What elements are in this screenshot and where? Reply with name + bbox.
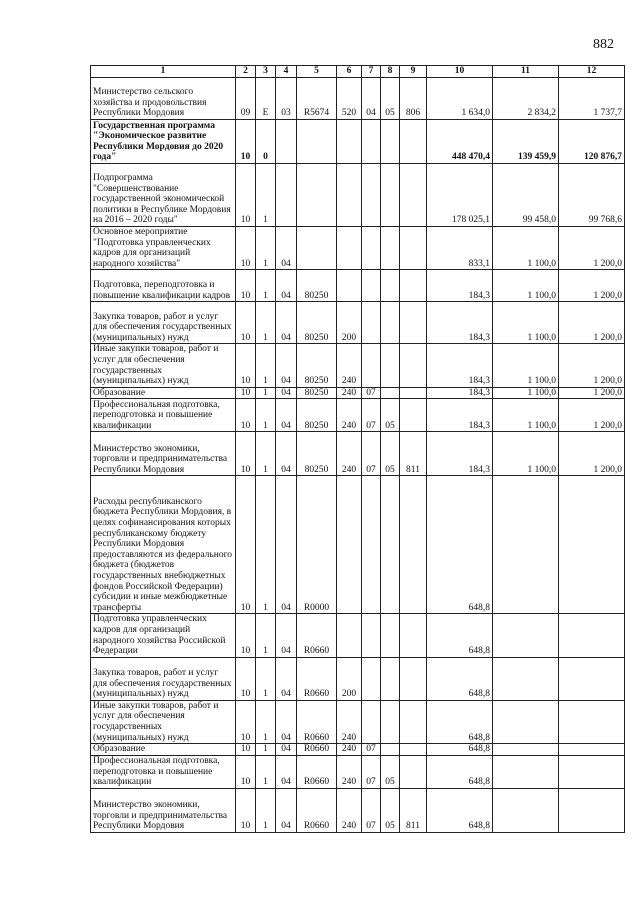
table-cell-c4: 04 [276, 700, 297, 743]
table-cell-c5 [297, 164, 337, 227]
table-body [91, 78, 625, 833]
table-cell-c6: 240 [337, 432, 362, 476]
table-cell-c2: 10 [236, 227, 256, 270]
table-cell-c4: 04 [276, 432, 297, 476]
table-cell-c7 [362, 164, 381, 227]
table-cell-c10: 648,8 [427, 657, 493, 700]
table-cell-c10: 184,3 [427, 432, 493, 476]
table-cell-c11: 139 459,9 [493, 120, 559, 164]
table-row [91, 164, 625, 227]
table-cell-c12: 99 768,6 [559, 164, 625, 227]
table-cell-c10: 184,3 [427, 270, 493, 302]
table-cell-c11: 1 100,0 [493, 432, 559, 476]
page-number: 882 [593, 37, 614, 52]
table-cell-c2: 10 [236, 788, 256, 832]
table-cell-c11 [493, 755, 559, 788]
table-cell-c2: 09 [236, 78, 256, 120]
table-cell-c2: 10 [236, 164, 256, 227]
table-cell-c7 [362, 700, 381, 743]
table-cell-c8 [381, 302, 400, 344]
table-cell-c12: 1 737,7 [559, 78, 625, 120]
table-cell-c6 [337, 614, 362, 657]
row-name-cell: Иные закупки товаров, работ и услуг для обеспечения государственных (муниципальных) нужд [91, 700, 236, 743]
table-cell-c9: 811 [400, 788, 427, 832]
table-cell-c4: 04 [276, 270, 297, 302]
table-row [91, 700, 625, 743]
table-cell-c11: 1 100,0 [493, 387, 559, 399]
table-cell-c6: 240 [337, 744, 362, 756]
table-cell-c5: R0660 [297, 788, 337, 832]
table-cell-c12 [559, 755, 625, 788]
table-cell-c3: 0 [256, 120, 276, 164]
table-cell-c12 [559, 700, 625, 743]
table-cell-c5: 80250 [297, 270, 337, 302]
column-header: 10 [427, 66, 493, 78]
table-cell-c6: 240 [337, 399, 362, 432]
table-cell-c5: 80250 [297, 432, 337, 476]
table-row [91, 399, 625, 432]
table-cell-c11: 1 100,0 [493, 344, 559, 387]
table-cell-c9: 806 [400, 78, 427, 120]
table-cell-c9 [400, 700, 427, 743]
table-row [91, 120, 625, 164]
table-cell-c9 [400, 270, 427, 302]
table-cell-c6 [337, 120, 362, 164]
table-cell-c11 [493, 744, 559, 756]
table-cell-c5: 80250 [297, 399, 337, 432]
table-cell-c12: 1 200,0 [559, 227, 625, 270]
table-cell-c4: 04 [276, 399, 297, 432]
table-cell-c3: 1 [256, 302, 276, 344]
table-cell-c8: 05 [381, 399, 400, 432]
table-cell-c4: 03 [276, 78, 297, 120]
table-row [91, 755, 625, 788]
table-cell-c12: 1 200,0 [559, 302, 625, 344]
table-cell-c3: 1 [256, 227, 276, 270]
row-name-cell: Министерство сельского хозяйства и продовольствия Республики Мордовия [91, 78, 236, 120]
table-cell-c10: 184,3 [427, 399, 493, 432]
table-cell-c2: 10 [236, 700, 256, 743]
table-cell-c2: 10 [236, 344, 256, 387]
table-cell-c9 [400, 476, 427, 614]
table-cell-c2: 10 [236, 399, 256, 432]
table-row [91, 227, 625, 270]
table-cell-c4: 04 [276, 387, 297, 399]
table-cell-c8 [381, 657, 400, 700]
table-cell-c10: 648,8 [427, 788, 493, 832]
column-header: 5 [297, 66, 337, 78]
table-cell-c4: 04 [276, 657, 297, 700]
table-cell-c10: 648,8 [427, 744, 493, 756]
table-cell-c10: 184,3 [427, 387, 493, 399]
table-cell-c3: 1 [256, 476, 276, 614]
table-cell-c4: 04 [276, 344, 297, 387]
row-name-cell: Профессиональная подготовка, переподготовка и повышение квалификации [91, 755, 236, 788]
table-cell-c7: 07 [362, 755, 381, 788]
table-cell-c12 [559, 744, 625, 756]
table-row [91, 78, 625, 120]
table-cell-c2: 10 [236, 302, 256, 344]
table-cell-c5: 80250 [297, 302, 337, 344]
table-cell-c7: 07 [362, 432, 381, 476]
table-cell-c8 [381, 164, 400, 227]
row-name-cell: Основное мероприятие "Подготовка управленческих кадров для организаций народного хозяйства" [91, 227, 236, 270]
table-cell-c5: 80250 [297, 387, 337, 399]
table-cell-c9: 811 [400, 432, 427, 476]
table-cell-c2: 10 [236, 270, 256, 302]
table-cell-c10: 648,8 [427, 476, 493, 614]
table-cell-c6 [337, 227, 362, 270]
table-cell-c5 [297, 227, 337, 270]
table-cell-c6: 240 [337, 344, 362, 387]
table-cell-c11 [493, 476, 559, 614]
table-row [91, 744, 625, 756]
table-cell-c5 [297, 120, 337, 164]
table-cell-c4: 04 [276, 614, 297, 657]
table-cell-c3: 1 [256, 788, 276, 832]
table-cell-c2: 10 [236, 744, 256, 756]
table-cell-c10: 1 634,0 [427, 78, 493, 120]
table-cell-c3: 1 [256, 432, 276, 476]
table-cell-c8 [381, 700, 400, 743]
row-name-cell: Подпрограмма "Совершенствование государственной экономической политики в Республике Мордовия на 2016 – 2020 годы" [91, 164, 236, 227]
table-cell-c12: 1 200,0 [559, 270, 625, 302]
table-cell-c8 [381, 744, 400, 756]
row-name-cell: Министерство экономики, торговли и предпринимательства Республики Мордовия [91, 788, 236, 832]
table-cell-c10: 648,8 [427, 614, 493, 657]
table-cell-c2: 10 [236, 432, 256, 476]
table-cell-c7: 04 [362, 78, 381, 120]
table-cell-c11: 2 834,2 [493, 78, 559, 120]
table-cell-c7 [362, 120, 381, 164]
table-cell-c11 [493, 614, 559, 657]
table-cell-c12: 1 200,0 [559, 344, 625, 387]
table-cell-c10: 648,8 [427, 700, 493, 743]
table-row [91, 614, 625, 657]
table-cell-c9 [400, 302, 427, 344]
table-cell-c3: Е [256, 78, 276, 120]
table-cell-c8 [381, 270, 400, 302]
table-cell-c2: 10 [236, 120, 256, 164]
table-cell-c3: 1 [256, 399, 276, 432]
row-name-cell: Государственная программа "Экономическое развитие Республики Мордовия до 2020 года" [91, 120, 236, 164]
table-cell-c12 [559, 614, 625, 657]
row-name-cell: Закупка товаров, работ и услуг для обеспечения государственных (муниципальных) нужд [91, 302, 236, 344]
column-header: 1 [91, 66, 236, 78]
table-cell-c9 [400, 120, 427, 164]
column-header: 6 [337, 66, 362, 78]
row-name-cell: Иные закупки товаров, работ и услуг для обеспечения государственных (муниципальных) нужд [91, 344, 236, 387]
table-cell-c12 [559, 476, 625, 614]
table-cell-c12: 1 200,0 [559, 387, 625, 399]
table-cell-c5: R0660 [297, 744, 337, 756]
table-cell-c8: 05 [381, 78, 400, 120]
table-cell-c9 [400, 164, 427, 227]
table-cell-c6 [337, 164, 362, 227]
row-name-cell: Образование [91, 387, 236, 399]
table-cell-c11: 1 100,0 [493, 227, 559, 270]
column-header: 11 [493, 66, 559, 78]
table-cell-c7 [362, 614, 381, 657]
table-cell-c10: 184,3 [427, 302, 493, 344]
table-cell-c3: 1 [256, 755, 276, 788]
table-cell-c11: 1 100,0 [493, 270, 559, 302]
table-cell-c7 [362, 270, 381, 302]
table-cell-c11 [493, 657, 559, 700]
column-header: 7 [362, 66, 381, 78]
table-cell-c10: 833,1 [427, 227, 493, 270]
table-cell-c3: 1 [256, 744, 276, 756]
table-cell-c9 [400, 399, 427, 432]
row-name-cell: Профессиональная подготовка, переподготовка и повышение квалификации [91, 399, 236, 432]
column-header: 3 [256, 66, 276, 78]
table-cell-c8 [381, 614, 400, 657]
table-cell-c4 [276, 164, 297, 227]
table-cell-c9 [400, 614, 427, 657]
table-cell-c8: 05 [381, 432, 400, 476]
table-cell-c7: 07 [362, 399, 381, 432]
table-cell-c7 [362, 302, 381, 344]
table-cell-c6: 240 [337, 755, 362, 788]
table-cell-c3: 1 [256, 657, 276, 700]
table-cell-c9 [400, 755, 427, 788]
table-cell-c8 [381, 476, 400, 614]
table-cell-c12: 1 200,0 [559, 399, 625, 432]
table-cell-c12 [559, 657, 625, 700]
table-cell-c2: 10 [236, 657, 256, 700]
table-cell-c6: 200 [337, 657, 362, 700]
table-row [91, 387, 625, 399]
row-name-cell: Министерство экономики, торговли и предпринимательства Республики Мордовия [91, 432, 236, 476]
table-row [91, 344, 625, 387]
table-cell-c6: 240 [337, 788, 362, 832]
table-cell-c12 [559, 788, 625, 832]
table-cell-c4 [276, 120, 297, 164]
row-name-cell: Расходы республиканского бюджета Республики Мордовия, в целях софинансирования которых республиканскому бюджету Республики Мордовия предоставляются из федерального бюджета (бюджетов государственных внебюджетных фондов Российской Федерации) субсидии и иные межбюджетные трансферты [91, 476, 236, 614]
table-cell-c6 [337, 476, 362, 614]
table-cell-c5: R0660 [297, 755, 337, 788]
table-cell-c8: 05 [381, 788, 400, 832]
table-row [91, 788, 625, 832]
column-header: 2 [236, 66, 256, 78]
table-header-row [91, 66, 625, 78]
table-cell-c8 [381, 344, 400, 387]
table-cell-c8 [381, 387, 400, 399]
table-cell-c8 [381, 120, 400, 164]
column-header: 9 [400, 66, 427, 78]
table-cell-c3: 1 [256, 164, 276, 227]
table-cell-c2: 10 [236, 614, 256, 657]
table-cell-c6: 240 [337, 387, 362, 399]
column-header: 8 [381, 66, 400, 78]
table-cell-c7 [362, 344, 381, 387]
row-name-cell: Образование [91, 744, 236, 756]
table-cell-c9 [400, 344, 427, 387]
table-cell-c4: 04 [276, 302, 297, 344]
table-cell-c2: 10 [236, 387, 256, 399]
row-name-cell: Закупка товаров, работ и услуг для обеспечения государственных (муниципальных) нужд [91, 657, 236, 700]
table-cell-c6 [337, 270, 362, 302]
table-cell-c6: 240 [337, 700, 362, 743]
table-cell-c3: 1 [256, 270, 276, 302]
column-header: 4 [276, 66, 297, 78]
table-cell-c4: 04 [276, 227, 297, 270]
table-cell-c11 [493, 788, 559, 832]
budget-table [90, 65, 625, 833]
table-cell-c10: 648,8 [427, 755, 493, 788]
table-cell-c2: 10 [236, 755, 256, 788]
table-cell-c4: 04 [276, 476, 297, 614]
table-cell-c7 [362, 227, 381, 270]
table-row [91, 432, 625, 476]
table-cell-c5: R0660 [297, 614, 337, 657]
table-cell-c10: 184,3 [427, 344, 493, 387]
table-cell-c3: 1 [256, 614, 276, 657]
table-cell-c7 [362, 657, 381, 700]
table-cell-c9 [400, 657, 427, 700]
table-cell-c7: 07 [362, 788, 381, 832]
table-cell-c4: 04 [276, 755, 297, 788]
table-cell-c12: 120 876,7 [559, 120, 625, 164]
table-cell-c4: 04 [276, 744, 297, 756]
table-cell-c9 [400, 227, 427, 270]
table-cell-c11: 99 458,0 [493, 164, 559, 227]
table-row [91, 302, 625, 344]
table-cell-c7 [362, 476, 381, 614]
table-row [91, 270, 625, 302]
table-cell-c8 [381, 227, 400, 270]
table-cell-c3: 1 [256, 700, 276, 743]
table-cell-c10: 178 025,1 [427, 164, 493, 227]
table-cell-c2: 10 [236, 476, 256, 614]
table-cell-c6: 200 [337, 302, 362, 344]
table-cell-c3: 1 [256, 344, 276, 387]
table-cell-c7: 07 [362, 744, 381, 756]
table-cell-c9 [400, 387, 427, 399]
table-row [91, 657, 625, 700]
table-cell-c4: 04 [276, 788, 297, 832]
table-cell-c6: 520 [337, 78, 362, 120]
column-header: 12 [559, 66, 625, 78]
table-cell-c5: R0660 [297, 657, 337, 700]
table-cell-c10: 448 470,4 [427, 120, 493, 164]
table-cell-c11 [493, 700, 559, 743]
table-cell-c5: R0660 [297, 700, 337, 743]
row-name-cell: Подготовка управленческих кадров для организаций народного хозяйства Российской Федерации [91, 614, 236, 657]
table-cell-c5: R0000 [297, 476, 337, 614]
table-cell-c12: 1 200,0 [559, 432, 625, 476]
table-cell-c8: 05 [381, 755, 400, 788]
table-cell-c11: 1 100,0 [493, 399, 559, 432]
table-cell-c5: 80250 [297, 344, 337, 387]
table-cell-c5: R5674 [297, 78, 337, 120]
table-cell-c3: 1 [256, 387, 276, 399]
table-row [91, 476, 625, 614]
table-cell-c9 [400, 744, 427, 756]
table-cell-c7: 07 [362, 387, 381, 399]
table-cell-c11: 1 100,0 [493, 302, 559, 344]
row-name-cell: Подготовка, переподготовка и повышение квалификации кадров [91, 270, 236, 302]
